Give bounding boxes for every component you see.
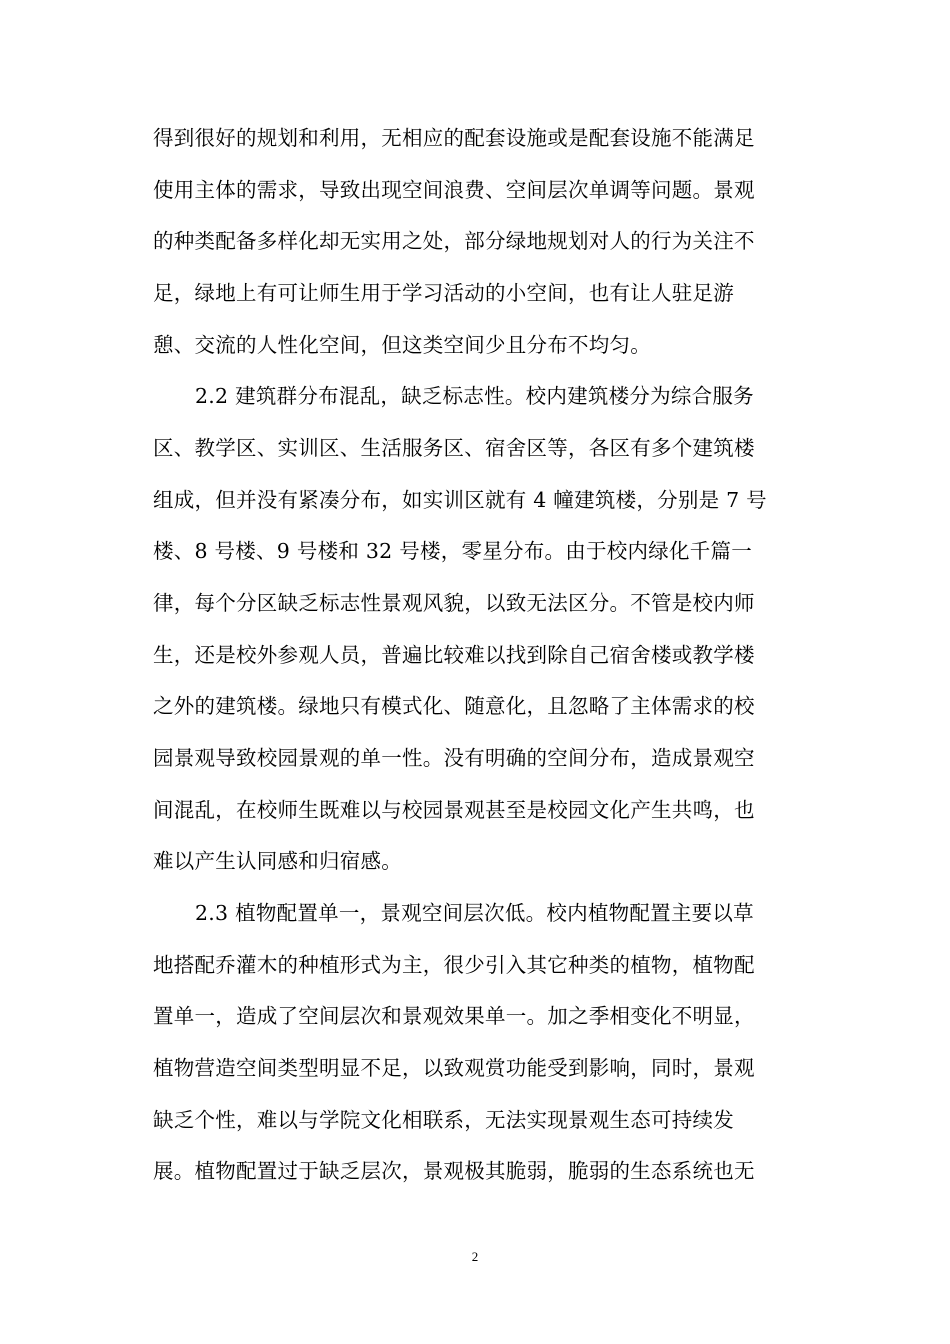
text-line: 难以产生认同感和归宿感。	[153, 849, 402, 873]
text-line: 的种类配备多样化却无实用之处，部分绿地规划对人的行为关注不	[153, 229, 755, 253]
text-line: 区、教学区、实训区、生活服务区、宿舍区等，各区有多个建筑楼	[153, 436, 755, 460]
text-line: 生，还是校外参观人员，普遍比较难以找到除自己宿舍楼或教学楼	[153, 643, 755, 667]
text-line: 之外的建筑楼。绿地只有模式化、随意化，且忽略了主体需求的校	[153, 694, 755, 718]
text-line: 间混乱，在校师生既难以与校园景观甚至是校园文化产生共鸣，也	[153, 798, 755, 822]
text-line: 律，每个分区缺乏标志性景观风貌，以致无法区分。不管是校内师	[153, 591, 755, 615]
page-number: 2	[471, 1249, 479, 1264]
text-line: 憩、交流的人性化空间，但这类空间少且分布不均匀。	[153, 333, 651, 357]
text-line: 得到很好的规划和利用，无相应的配套设施或是配套设施不能满足	[153, 126, 755, 150]
text-line: 组成，但并没有紧凑分布，如实训区就有 4 幢建筑楼，分别是 7 号	[153, 488, 767, 512]
text-line: 园景观导致校园景观的单一性。没有明确的空间分布，造成景观空	[153, 746, 755, 770]
section-2-3-first-line: 2.3 植物配置单一，景观空间层次低。校内植物配置主要以草	[195, 901, 754, 925]
section-2-2-first-line: 2.2 建筑群分布混乱，缺乏标志性。校内建筑楼分为综合服务	[195, 384, 754, 408]
text-line: 置单一，造成了空间层次和景观效果单一。加之季相变化不明显，	[153, 1004, 755, 1028]
text-line: 缺乏个性，难以与学院文化相联系，无法实现景观生态可持续发	[153, 1108, 734, 1132]
text-line: 足，绿地上有可让师生用于学习活动的小空间，也有让人驻足游	[153, 281, 734, 305]
text-line: 地搭配乔灌木的种植形式为主，很少引入其它种类的植物，植物配	[153, 953, 755, 977]
text-line: 使用主体的需求，导致出现空间浪费、空间层次单调等问题。景观	[153, 178, 755, 202]
text-line: 展。植物配置过于缺乏层次，景观极其脆弱，脆弱的生态系统也无	[153, 1159, 755, 1183]
text-line: 植物营造空间类型明显不足，以致观赏功能受到影响，同时，景观	[153, 1056, 755, 1080]
text-line: 楼、8 号楼、9 号楼和 32 号楼，零星分布。由于校内绿化千篇一	[153, 539, 752, 563]
